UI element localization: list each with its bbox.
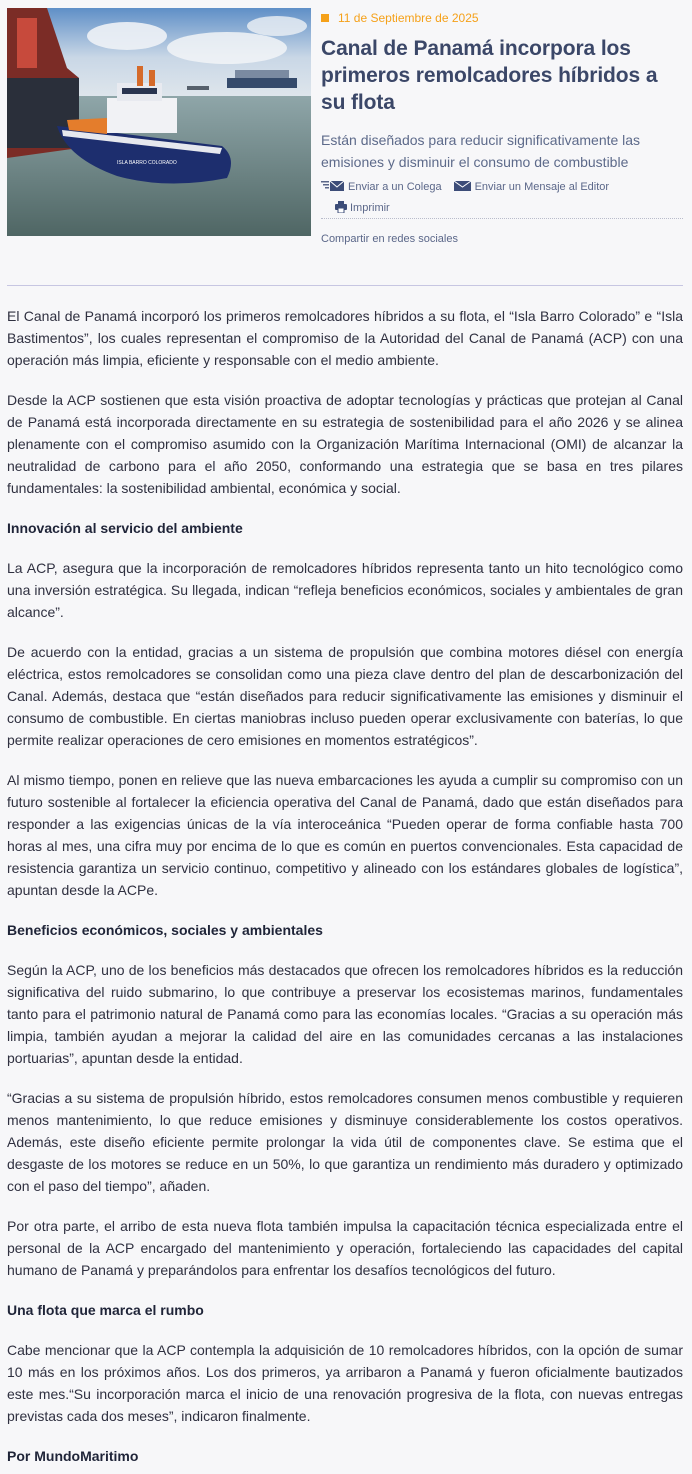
section-heading: Beneficios económicos, sociales y ambientales xyxy=(7,922,323,938)
paragraph: Al mismo tiempo, ponen en relieve que las nueva embarcaciones les ayuda a cumplir su compromiso con un futuro sostenible al fortalecer la eficiencia operativa del Canal de Panamá, dado que están diseñados para responder a las exigencias únicas de la vía interoceánica “Pueden operar de forma confiable hasta 700 horas al mes, una cifra muy por encima de lo que es común en puertos convencionales. Esta capacidad de resistencia garantiza un servicio continuo, competitivo y alineado con los estándares globales de logística”, apuntan desde la ACPe. xyxy=(7,772,683,898)
share-social-link[interactable]: Compartir en redes sociales xyxy=(321,233,458,245)
article-body xyxy=(7,305,683,1467)
article-image xyxy=(7,8,311,236)
send-to-colleague-label: Enviar a un Colega xyxy=(348,181,442,193)
send-to-colleague-link[interactable] xyxy=(321,180,442,195)
paragraph: La ACP, asegura que la incorporación de remolcadores híbridos representa tanto un hito tecnológico como una inversión estratégica. Su llegada, indican “refleja beneficios económicos, sociales y ambientales de gran alcance”. xyxy=(7,560,683,620)
paragraph: Desde la ACP sostienen que esta visión proactiva de adoptar tecnologías y prácticas que protejan al Canal de Panamá está incorporada directamente en su estrategia de sostenibilidad para el año 2026 y se alinea plenamente con el compromiso asumido con la Organización Marítima Internacional (OMI) de alcanzar la neutralidad de carbono para el año 2050, conformando una estrategia que se basa en tres pilares fundamentales: la sostenibilidad ambiental, económica y social. xyxy=(7,392,683,496)
hull-label: ISLA BARRO COLORADO xyxy=(117,160,177,166)
article-header xyxy=(321,10,683,173)
paragraph: “Gracias a su sistema de propulsión híbrido, estos remolcadores consumen menos combustible y requieren menos mantenimiento, lo que reduce emisiones y disminuye considerablemente los costos operativos. Además, este diseño eficiente permite prolongar la vida útil de componentes clave. Se estima que el desgaste de los motores se reduce en un 50%, lo que garantiza un rendimiento más duradero y optimizado con el paso del tiempo”, añaden. xyxy=(7,1090,683,1194)
article-tools xyxy=(321,178,683,218)
section-heading: Innovación al servicio del ambiente xyxy=(7,520,243,536)
paragraph: De acuerdo con la entidad, gracias a un sistema de propulsión que combina motores diésel con energía eléctrica, estos remolcadores se consolidan como una pieza clave dentro del plan de descarbonización del Canal. Además, destaca que “están diseñados para reducir significativamente las emisiones y disminuir el consumo de combustible. En ciertas maniobras incluso pueden operar exclusivamente con baterías, lo que permite realizar operaciones de cero emisiones en momentos estratégicos”. xyxy=(7,644,683,748)
paragraph: El Canal de Panamá incorporó los primeros remolcadores híbridos a su flota, el “Isla Barro Colorado” e “Isla Bastimentos”, los cuales representan el compromiso de la Autoridad del Canal de Panamá (ACP) con una operación más limpia, eficiente y responsable con el medio ambiente. xyxy=(7,308,683,368)
envelope-list-icon xyxy=(321,180,345,195)
send-to-editor-link[interactable] xyxy=(454,180,610,195)
paragraph: Cabe mencionar que la ACP contempla la adquisición de 10 remolcadores híbridos, con la opción de sumar 10 más en los próximos años. Los dos primeros, ya arribaron a Panamá y fueron oficialmente bautizados este mes.“Su incorporación marca el inicio de una renovación progresiva de la flota, con nuevas entregas previstas cada dos meses”, indicaron finalmente. xyxy=(7,1342,683,1424)
print-label: Imprimir xyxy=(350,202,390,214)
section-heading: Una flota que marca el rumbo xyxy=(7,1302,204,1318)
article-subtitle: Están diseñados para reducir significativamente las emisiones y disminuir el consumo de combustible xyxy=(321,132,641,170)
article-date: 11 de Septiembre de 2025 xyxy=(338,11,479,25)
header-divider xyxy=(7,285,683,286)
print-link[interactable] xyxy=(335,201,390,216)
date-bullet-icon xyxy=(321,14,329,22)
printer-icon xyxy=(335,201,347,216)
send-to-editor-label: Enviar un Mensaje al Editor xyxy=(474,181,610,193)
article-title: Canal de Panamá incorpora los primeros remolcadores híbridos a su flota xyxy=(321,37,658,114)
tools-divider xyxy=(321,218,683,219)
envelope-icon xyxy=(454,180,472,195)
paragraph: Según la ACP, uno de los beneficios más destacados que ofrecen los remolcadores híbridos es la reducción significativa del ruido submarino, lo que contribuye a preservar los ecosistemas marinos, fundamentales tanto para el patrimonio natural de Panamá como para las economías locales. “Gracias a su operación más limpia, también ayudan a mejorar la calidad del aire en las comunidades cercanas a las instalaciones portuarias”, apuntan desde la entidad. xyxy=(7,962,683,1066)
byline: Por MundoMaritimo xyxy=(7,1448,139,1464)
paragraph: Por otra parte, el arribo de esta nueva flota también impulsa la capacitación técnica especializada entre el personal de la ACP encargado del mantenimiento y operación, fortaleciendo las capacidades del capital humano de Panamá y preparándolos para enfrentar los desafíos tecnológicos del futuro. xyxy=(7,1218,683,1278)
